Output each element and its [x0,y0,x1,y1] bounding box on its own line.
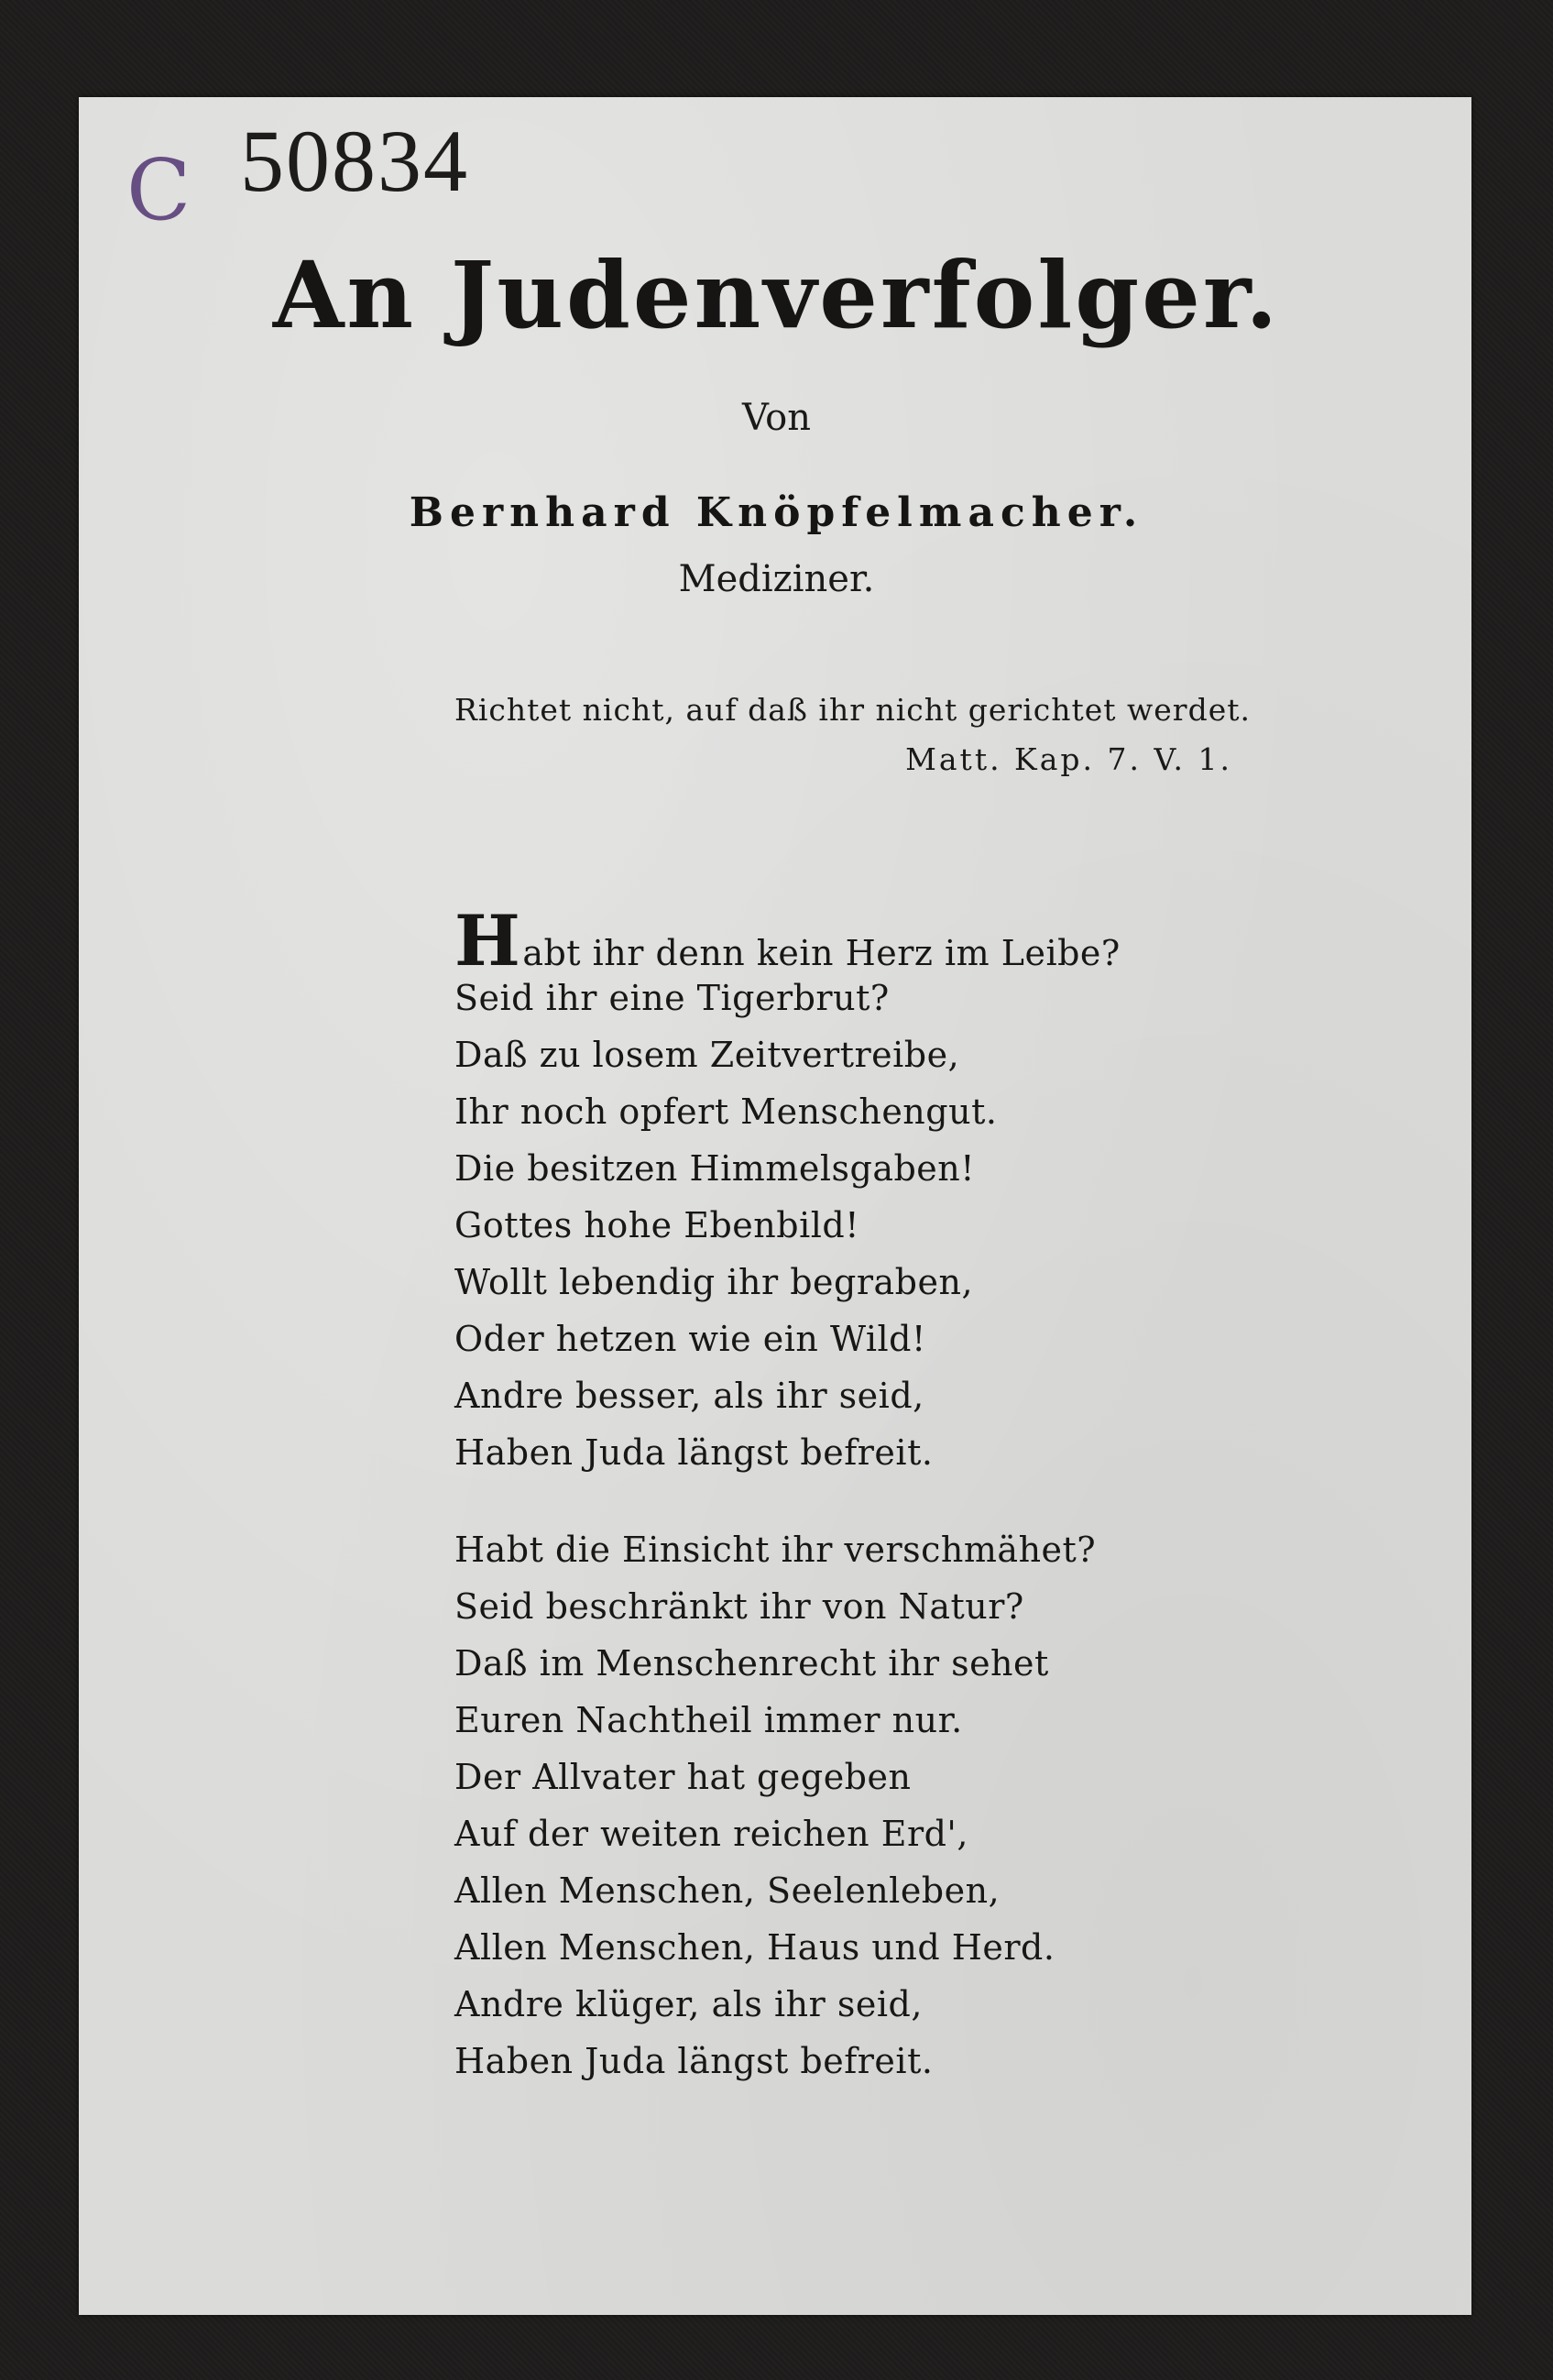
by-line: Von [741,397,812,439]
poem-line: Gottes hohe Ebenbild! [454,1205,859,1245]
poem-line: Andre besser, als ihr seid, [454,1376,924,1416]
poem-line: Haben Juda längst befreit. [454,1432,934,1473]
poem-line: Haben Juda längst befreit. [454,2041,934,2081]
poem-line: Daß zu losem Zeitvertreibe, [454,1035,960,1075]
document-title: An Judenverfolger. [272,241,1281,349]
poem-line: Die besitzen Himmelsgaben! [454,1148,976,1189]
epigraph-reference: Matt. Kap. 7. V. 1. [905,741,1232,777]
author-name: Bernhard Knöpfelmacher. [409,489,1144,536]
archive-stamp-letter: C [126,141,191,239]
poem-line: Allen Menschen, Haus und Herd. [454,1927,1055,1968]
poem-stanza-2 [454,1521,1151,2089]
poem-line: Wollt lebendig ihr begraben, [454,1262,974,1302]
poem-line: Habt die Einsicht ihr verschmähet? [454,1530,1097,1570]
poem-line: Euren Nachtheil immer nur. [454,1700,963,1740]
epigraph: Richtet nicht, auf daß ihr nicht gerichtet werdet. [454,692,1251,728]
poem-stanza-1 [454,900,1151,1481]
author-profession: Mediziner. [678,558,875,600]
poem-line: Allen Menschen, Seelenleben, [454,1870,1001,1911]
poem-line: Der Allvater hat gegeben [454,1757,912,1797]
poem-line: Seid ihr eine Tigerbrut? [454,978,890,1018]
poem-line: Andre klüger, als ihr seid, [454,1984,923,2024]
poem-line: Seid beschränkt ihr von Natur? [454,1586,1024,1627]
inventory-number: 50834 [240,112,469,210]
poem-line: Oder hetzen wie ein Wild! [454,1319,926,1359]
poem-line: Daß im Menschenrecht ihr sehet [454,1643,1049,1684]
poem-line [454,900,1151,982]
drop-cap: H [454,900,521,982]
poem-line: Ihr noch opfert Menschengut. [454,1091,998,1132]
poem-line: Auf der weiten reichen Erd', [454,1814,968,1854]
poem-line-text: abt ihr denn kein Herz im Leibe? [522,933,1121,973]
